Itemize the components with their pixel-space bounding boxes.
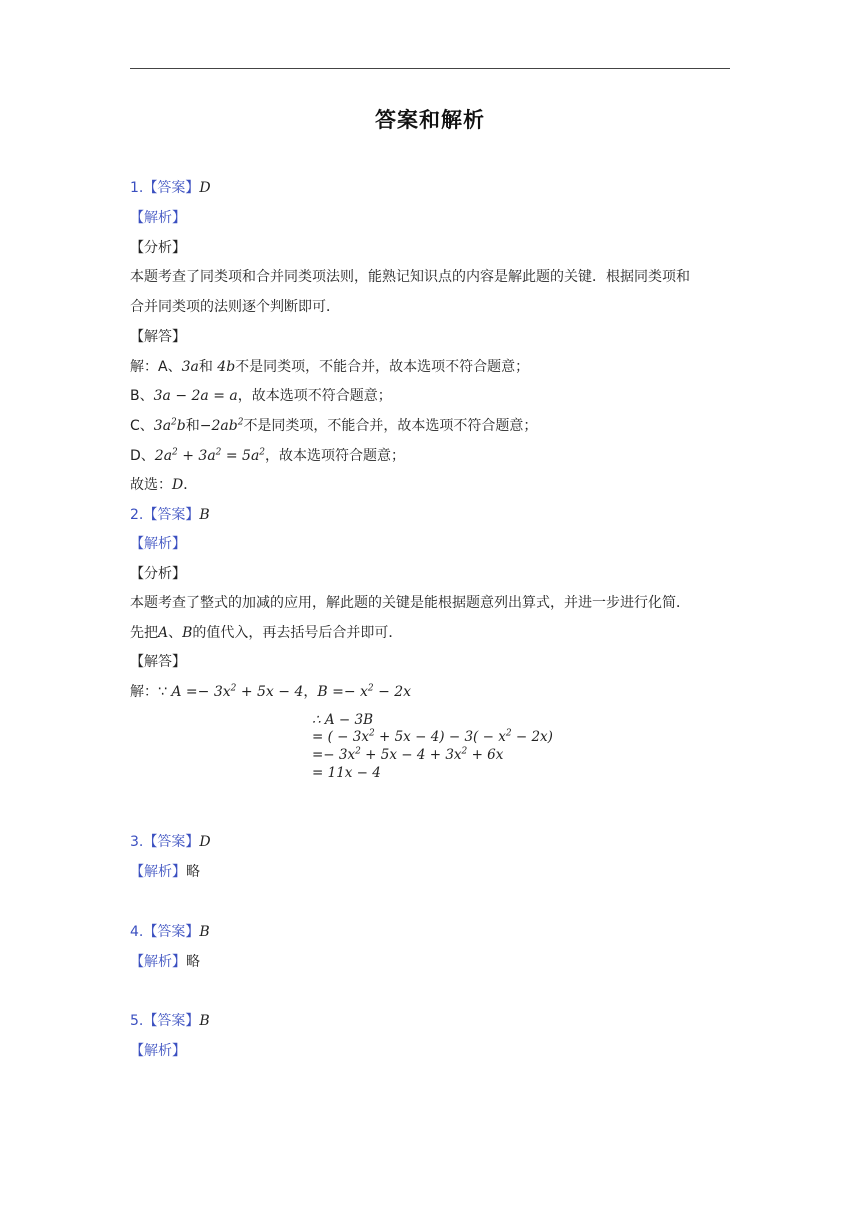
q1-option-c-term1: $3a^2b$ bbox=[153, 417, 186, 434]
q2-answer-line bbox=[130, 505, 210, 525]
q2-given-a: $A =- 3x^2 + 5x - 4$ bbox=[171, 683, 304, 700]
q1-analysis-line2: 合并同类项的法则逐个判断即可． bbox=[130, 299, 340, 315]
q4-jiexi-line bbox=[130, 952, 200, 972]
q2-analysis-sep: 、 bbox=[168, 625, 183, 641]
q2-analysis-pre: 先把 bbox=[130, 625, 158, 641]
q2-fenxi-tag: 【分析】 bbox=[130, 566, 186, 582]
q2-number: 2. bbox=[130, 507, 144, 523]
q1-option-b-text: ，故本选项不符合题意； bbox=[237, 388, 392, 404]
q3-answer: D bbox=[199, 834, 211, 850]
q5-answer-tag: 【答案】 bbox=[143, 1013, 200, 1029]
q1-answer-tag: 【答案】 bbox=[143, 180, 200, 196]
q4-lue: 略 bbox=[186, 954, 200, 970]
q2-jiexi-tag: 【解析】 bbox=[130, 536, 186, 552]
q2-answer-tag: 【答案】 bbox=[143, 507, 200, 523]
q2-eq-line2: = ( − $3x^2 + 5x - 4) - 3( - x^2 - 2x)$ bbox=[312, 728, 553, 745]
q3-number: 3. bbox=[130, 834, 144, 850]
q2-analysis-line1: 本题考查了整式的加减的应用，解此题的关键是能根据题意列出算式，并进一步进行化简． bbox=[130, 595, 690, 611]
q2-analysis-a: A bbox=[158, 625, 169, 641]
q1-fenxi-tag: 【分析】 bbox=[130, 240, 186, 256]
q1-option-a bbox=[130, 357, 529, 377]
q2-eq-line1: ∴ A − 3B bbox=[312, 712, 374, 728]
q4-answer-line bbox=[130, 922, 210, 942]
q1-option-a-term2: 4b bbox=[217, 359, 236, 375]
q3-jiexi-line bbox=[130, 862, 200, 882]
q1-analysis-line1: 本题考查了同类项和合并同类项法则，能熟记知识点的内容是解此题的关键．根据同类项和 bbox=[130, 269, 690, 285]
q1-answer-line bbox=[130, 178, 211, 198]
q1-option-d-math: $2a^2 + 3a^2 = 5a^2$ bbox=[154, 447, 266, 464]
q2-answer: B bbox=[199, 507, 210, 523]
q1-answer: D bbox=[199, 180, 211, 196]
q1-option-d-prefix: D、 bbox=[130, 448, 155, 464]
page-title: 答案和解析 bbox=[375, 108, 485, 132]
q2-given-b: $B =- x^2 - 2x$ bbox=[317, 683, 412, 700]
q1-option-a-term1: 3a bbox=[181, 359, 199, 375]
q1-option-d-text: ，故本选项符合题意； bbox=[265, 448, 406, 464]
q1-option-c-text: 不是同类项，不能合并，故本选项不符合题意； bbox=[243, 418, 538, 434]
q2-analysis-line2 bbox=[130, 623, 402, 643]
q4-jiexi-tag: 【解析】 bbox=[130, 954, 186, 970]
q1-number: 1. bbox=[130, 180, 144, 196]
q2-eq-line3: =− $3x^2 + 5x - 4 + 3x^2 + 6x$ bbox=[312, 746, 504, 763]
q2-analysis-b: B bbox=[182, 625, 193, 641]
q5-jiexi-tag: 【解析】 bbox=[130, 1043, 186, 1059]
q1-choice-end: ． bbox=[183, 477, 198, 493]
q2-jieda-tag: 【解答】 bbox=[130, 654, 186, 670]
q3-lue: 略 bbox=[186, 864, 200, 880]
q1-choice-prefix: 故选： bbox=[130, 477, 172, 493]
header-rule bbox=[130, 68, 730, 69]
q1-option-c bbox=[130, 416, 537, 436]
q1-option-a-prefix: 解：A、 bbox=[130, 359, 182, 375]
q1-option-c-and: 和 bbox=[185, 418, 200, 434]
q2-given-prefix: 解：∵ bbox=[130, 684, 172, 700]
q4-answer-tag: 【答案】 bbox=[143, 924, 200, 940]
q2-eq-line4: = 11x − 4 bbox=[312, 765, 381, 781]
q2-analysis-post: 的值代入，再去括号后合并即可． bbox=[192, 625, 403, 641]
q3-answer-tag: 【答案】 bbox=[143, 834, 200, 850]
q1-option-a-text: 不是同类项，不能合并，故本选项不符合题意； bbox=[235, 359, 530, 375]
q1-jiexi-tag: 【解析】 bbox=[130, 210, 186, 226]
q1-option-c-term2: $-2ab^2$ bbox=[199, 417, 244, 434]
q5-number: 5. bbox=[130, 1013, 144, 1029]
q1-option-b-math: 3a − 2a = a bbox=[153, 388, 238, 404]
q3-answer-line bbox=[130, 832, 211, 852]
q1-choice bbox=[130, 475, 197, 495]
q2-given-comma: ， bbox=[303, 684, 318, 700]
q4-answer: B bbox=[199, 924, 210, 940]
q5-answer: B bbox=[199, 1013, 210, 1029]
q1-jieda-tag: 【解答】 bbox=[130, 329, 186, 345]
q1-option-d bbox=[130, 446, 405, 466]
q3-jiexi-tag: 【解析】 bbox=[130, 864, 186, 880]
q1-option-c-prefix: C、 bbox=[130, 418, 154, 434]
q1-choice-letter: D bbox=[172, 477, 184, 493]
q1-option-b-prefix: B、 bbox=[130, 388, 154, 404]
q5-answer-line bbox=[130, 1011, 210, 1031]
q1-option-b bbox=[130, 386, 392, 406]
q1-option-a-and: 和 bbox=[198, 359, 213, 375]
q4-number: 4. bbox=[130, 924, 144, 940]
q2-given bbox=[130, 682, 411, 702]
